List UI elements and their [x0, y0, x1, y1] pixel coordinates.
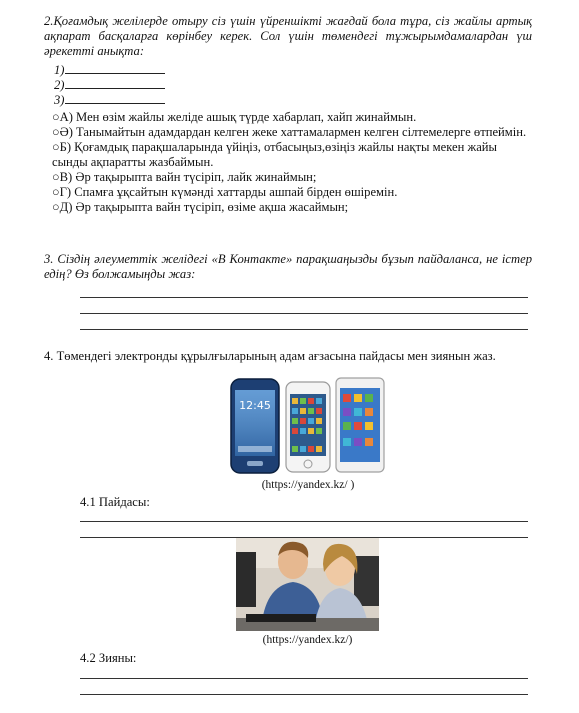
q2-option-d[interactable]: ○Д) Әр тақырыпта вайн түсіріп, өзіме ақша жасаймын;	[52, 200, 349, 214]
q2-option-v[interactable]: ○В) Әр тақырыпта вайн түсіріп, лайк жинаймын;	[52, 170, 317, 184]
q2-option-a[interactable]: ○А) Мен өзім жайлы желіде ашық түрде хабарлап, хайп жинаймын.	[52, 110, 417, 124]
q3-answer-line-3[interactable]	[80, 329, 528, 330]
q3-prompt: 3. Сіздің әлеуметтік желідегі «В Контакте» парақшаңызды бұзып пайдаланса, не істер едің? Өз болжамыңды жаз:	[44, 252, 532, 281]
q2-blank-3[interactable]: 3)	[54, 92, 254, 107]
q2-blank-1[interactable]: 1)	[54, 62, 254, 77]
q2-prompt: 2.Қоғамдық желілерде отыру сіз үшін үйреншікті жағдай бола тұра, сіз жайлы артық ақпарат басқаларға көрінбеу керек. Сол үшін төмендегі тұжырымдамалардан үш әрекетті анықта:	[44, 14, 532, 58]
q2-option-b[interactable]: ○Б) Қоғамдық парақшаларында үйіңіз, отбасыңыз,өзіңіз жайлы нақты мекен жайы сынды ақпаратты жазбаймын.	[52, 140, 497, 169]
q3-answer-line-2[interactable]	[80, 313, 528, 314]
benefit-label: 4.1 Пайдасы:	[80, 495, 150, 509]
image-caption-1: (https://yandex.kz/ )	[261, 479, 355, 491]
harm-answer-line-2[interactable]	[80, 694, 528, 695]
smartphones-image	[228, 376, 388, 476]
q4-prompt: 4. Төмендегі электронды құрылғыларының адам ағзасына пайдасы мен зиянын жаз.	[44, 349, 496, 363]
image-caption-2: (https://yandex.kz/)	[262, 634, 353, 646]
children-computer-image	[236, 538, 379, 631]
benefit-answer-line-1[interactable]	[80, 521, 528, 522]
q2-option-g[interactable]: ○Г) Спамға ұқсайтын күмәнді хаттарды ашпай бірден өшіремін.	[52, 185, 398, 199]
q2-blanks	[54, 62, 254, 107]
harm-answer-line-1[interactable]	[80, 678, 528, 679]
q2-options	[52, 110, 532, 215]
phone-clock: 12:45	[239, 399, 271, 412]
harm-label: 4.2 Зияны:	[80, 651, 137, 665]
q3-answer-line-1[interactable]	[80, 297, 528, 298]
q2-option-ae[interactable]: ○Ә) Танымайтын адамдардан келген жеке хаттамалармен келген сілтемелерге өтпеймін.	[52, 125, 527, 139]
q2-blank-2[interactable]: 2)	[54, 77, 254, 92]
